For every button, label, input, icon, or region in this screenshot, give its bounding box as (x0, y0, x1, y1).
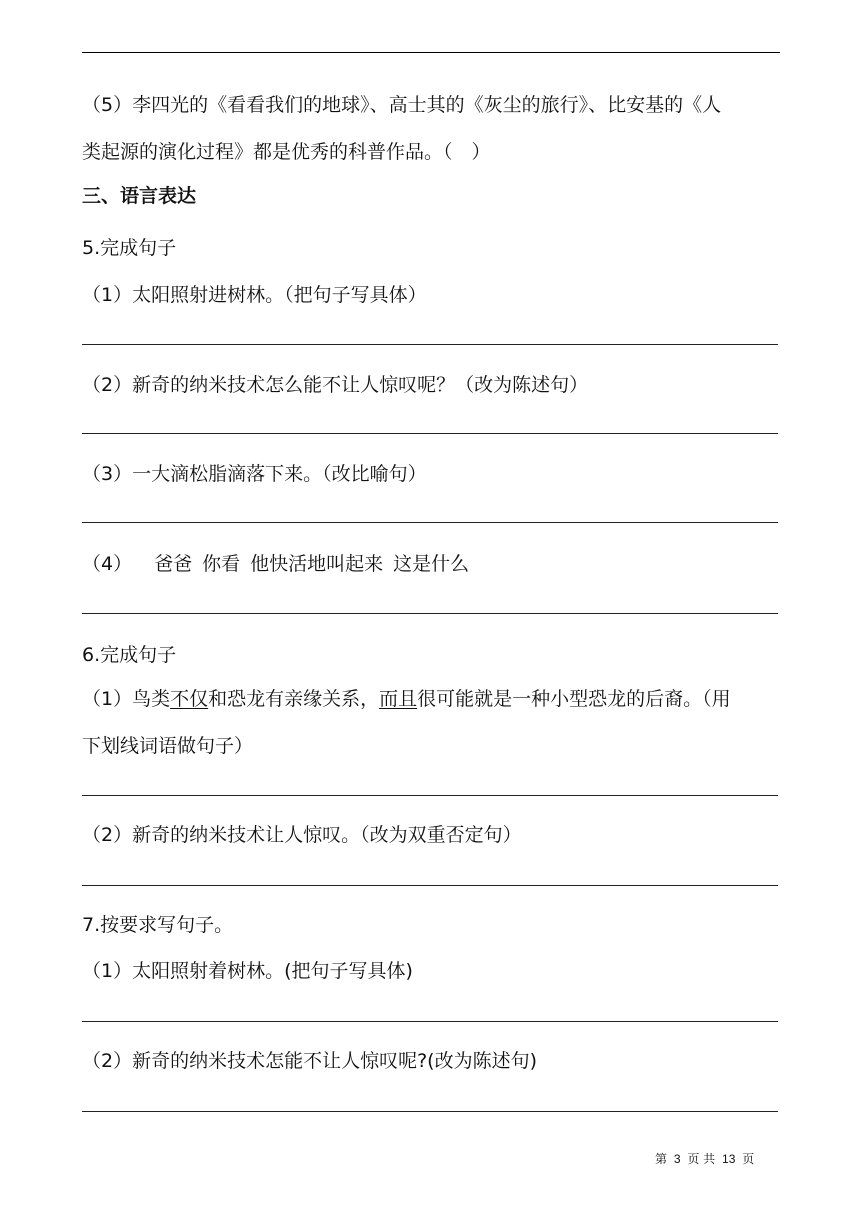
q5-item-4-word: 他快活地叫起来 (250, 553, 384, 575)
q4-item5-line2: 类起源的演化过程》都是优秀的科普作品。（ ） (82, 141, 491, 163)
underlined-word: 而且 (379, 688, 418, 710)
footer-mid: 页 共 (687, 1152, 716, 1166)
q5-item-2: （2）新奇的纳米技术怎么能不让人惊叹呢？（改为陈述句） (82, 374, 589, 396)
q7-title: 7.按要求写句子。 (82, 914, 234, 936)
page-footer (655, 1150, 754, 1167)
q6-text-seg: 很可能就是一种小型恐龙的后裔。（用 (417, 688, 731, 710)
q6-item-2: （2）新奇的纳米技术让人惊叹。（改为双重否定句） (82, 824, 522, 846)
q6-title: 6.完成句子 (82, 644, 177, 666)
answer-line[interactable] (82, 613, 778, 614)
q6-item-1-line1 (82, 687, 731, 711)
answer-line[interactable] (82, 1021, 778, 1022)
q5-title: 5.完成句子 (82, 237, 177, 259)
q4-item5-line1: （5）李四光的《看看我们的地球》、高士其的《灰尘的旅行》、比安基的《人 (82, 94, 722, 116)
q6-text-seg: （1）鸟类 (82, 688, 171, 710)
q5-item-1: （1）太阳照射进树林。（把句子写具体） (82, 284, 427, 306)
header-rule (82, 52, 780, 53)
footer-prefix: 第 (655, 1152, 668, 1166)
answer-line[interactable] (82, 344, 778, 345)
footer-suffix: 页 (742, 1152, 755, 1166)
answer-line[interactable] (82, 795, 778, 796)
section-title: 三、语言表达 (82, 185, 197, 207)
answer-line[interactable] (82, 885, 778, 886)
answer-line[interactable] (82, 433, 778, 434)
q5-item-4-word: 你看 (202, 553, 241, 575)
q6-text-seg: 和恐龙有亲缘关系， (208, 688, 380, 710)
q7-item-2: （2）新奇的纳米技术怎能不让人惊叹呢?(改为陈述句) (82, 1050, 537, 1072)
total-pages: 13 (722, 1152, 736, 1166)
q5-item-3: （3）一大滴松脂滴落下来。（改比喻句） (82, 463, 427, 485)
q5-item-4-prefix: （4） (82, 553, 133, 575)
q5-item-4-word: 爸爸 (154, 553, 193, 575)
page-number: 3 (673, 1152, 681, 1166)
q6-item-1-line2: 下划线词语做句子） (82, 735, 254, 757)
q7-item-1: （1）太阳照射着树林。(把句子写具体) (82, 960, 413, 982)
answer-line[interactable] (82, 1111, 778, 1112)
q5-item-4-word: 这是什么 (393, 553, 470, 575)
q5-item-4 (82, 552, 469, 576)
answer-line[interactable] (82, 522, 778, 523)
underlined-word: 不仅 (170, 688, 209, 710)
